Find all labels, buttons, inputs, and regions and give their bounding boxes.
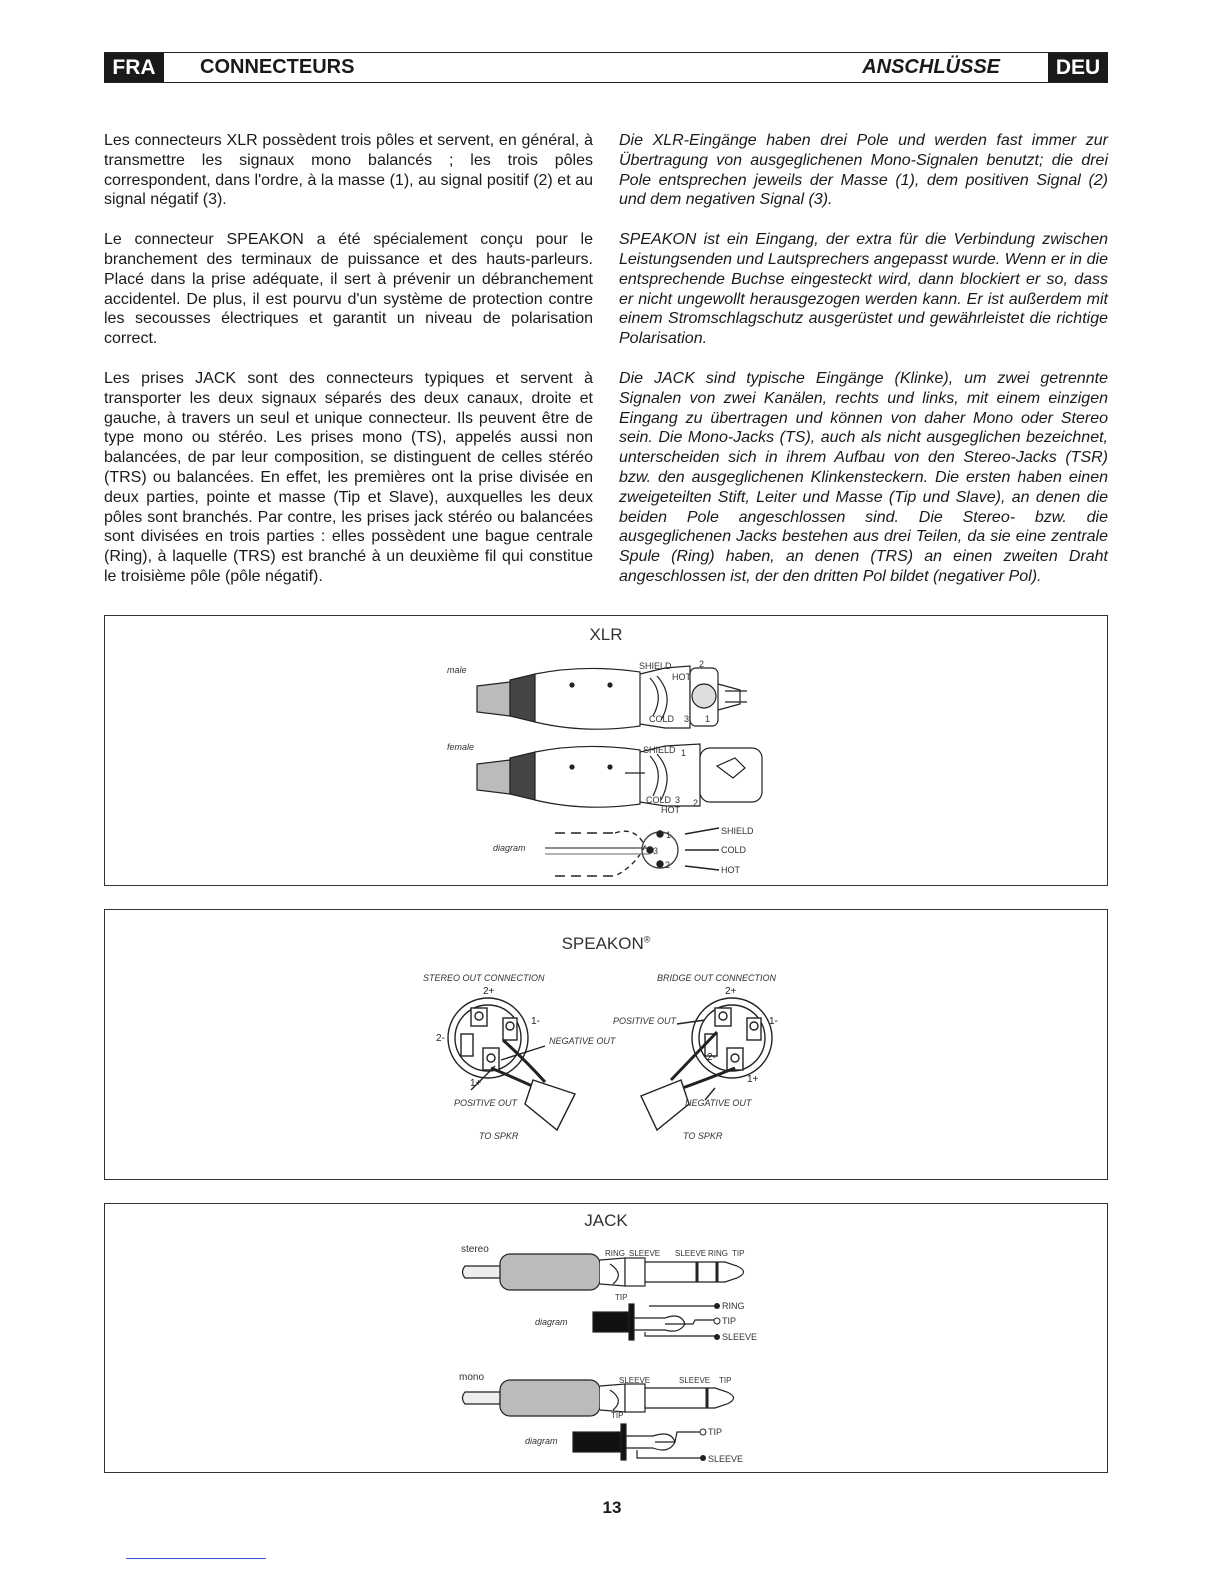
jack-stereo-sleeve-label-2: SLEEVE — [675, 1249, 707, 1258]
de-paragraph-speakon: SPEAKON ist ein Eingang, der extra für die Verbindung zwischen Leistungsenden und Lautsprechers angepasst wurde. Wenn er in die entsprechende Buchse eingesteckt wird, dann blockiert er so, dass er nicht ungewollt herausgezogen werden kann. Er ist außerdem mit einem Stromschlagschutz ausgerüstet und gewährleistet die richtige Polarisation. — [619, 231, 1108, 348]
jack-title: JACK — [584, 1211, 628, 1230]
language-tag-deu: DEU — [1048, 53, 1108, 82]
xlr-illustration — [105, 616, 1107, 885]
xlr-diagram-label: diagram — [493, 843, 526, 853]
xlr-male-pin2-label: 2 — [699, 659, 705, 669]
speakon-registered-mark: ® — [643, 934, 651, 945]
speakon-bridge-2plus: 2+ — [725, 986, 737, 997]
german-column — [619, 131, 1108, 607]
speakon-illustration — [105, 910, 1107, 1179]
xlr-female-shield-label: SHIELD — [643, 745, 676, 755]
jack-stereo-plug — [463, 1254, 744, 1290]
jack-stereo-label: stereo — [461, 1244, 489, 1255]
speakon-bridge-1plus: 1+ — [747, 1074, 759, 1085]
jack-illustration — [105, 1204, 1107, 1472]
section-title-de: ANSCHLÜSSE — [862, 56, 1000, 78]
jack-mono-diagram-label: diagram — [525, 1436, 558, 1446]
speakon-bridge-positive-out: POSITIVE OUT — [613, 1016, 677, 1026]
xlr-diagram-cold: COLD — [721, 845, 747, 855]
fr-paragraph-speakon: Le connecteur SPEAKON a été spécialement conçu pour le branchement des terminaux de puissance et des hauts-parleurs. Placé dans la prise adéquate, il sert à prévenir un débranchement accidentel. De plus, il est pourvu d'un système de protection contre les secousses électriques et garantit un niveau de polarisation correct. — [104, 231, 593, 348]
de-paragraph-jack: Die JACK sind typische Eingänge (Klinke), um zwei getrennte Signalen von zwei Kanälen, rechts und links, mit einem einzigen Eingang zu übertragen und können von daher Mono oder Stereo sein. Die Mono-Jacks (TS), auch als nicht ausgeglichen bezeichnet, unterscheiden sich in ihrem Aufbau von den Stereo-Jacks (TSR) bzw. den ausgeglichenen Klinkensteckern. Die ersten haben einen zweigeteilten Stift, Leiter und Masse (Tip und Slave), an denen die beiden Pole angeschlossen sind. Die Stereo- bzw. die ausgeglichenen Jacks bestehen aus drei Teilen, da sie eine zentrale Spule (Ring) haben, an denen (TRS) an einen zweiten Draht angeschlossen ist, der den dritten Pol bildet (negativer Pol). — [619, 369, 1108, 585]
xlr-female-pin3-label: 3 — [675, 795, 681, 805]
xlr-title: XLR — [589, 625, 623, 644]
fr-paragraph-xlr: Les connecteurs XLR possèdent trois pôles et servent, en général, à transmettre les signaux mono balancés ; les trois pôles correspondent, dans l'ordre, à la masse (1), au signal positif (2) et au signal négatif (3). — [104, 132, 593, 209]
xlr-diagram-shield: SHIELD — [721, 826, 754, 836]
xlr-diagram-hot: HOT — [721, 865, 740, 875]
xlr-male-pin1-label: 1 — [705, 714, 711, 724]
jack-stereo-ring-label-2: RING — [708, 1249, 728, 1258]
xlr-wiring-diagram — [545, 828, 719, 876]
xlr-female-plug — [477, 744, 762, 807]
speakon-bridge-2minus: 2- — [707, 1052, 716, 1063]
jack-stereo-tip-label-2: TIP — [615, 1293, 628, 1302]
xlr-female-pin1-label: 1 — [681, 748, 687, 758]
speakon-bridge-negative-out: NEGATIVE OUT — [685, 1098, 752, 1108]
xlr-male-hot-label: HOT — [672, 672, 691, 682]
jack-mono-plug — [463, 1380, 734, 1416]
xlr-diagram-pin1: 1 — [666, 830, 672, 840]
jack-mono-tip-label-2: TIP — [611, 1411, 624, 1420]
xlr-male-cold-label: COLD — [649, 714, 675, 724]
jack-stereo-diagram-tip: TIP — [722, 1316, 737, 1326]
xlr-male-shield-label: SHIELD — [639, 661, 672, 671]
jack-mono-diagram-sleeve: SLEEVE — [708, 1454, 744, 1464]
jack-stereo-sleeve-label: SLEEVE — [629, 1249, 661, 1258]
speakon-figure — [104, 909, 1108, 1180]
jack-mono-sleeve-label: SLEEVE — [619, 1376, 651, 1385]
speakon-stereo-connector — [448, 998, 575, 1130]
jack-mono-label: mono — [459, 1372, 485, 1383]
page-number: 13 — [602, 1498, 622, 1517]
de-paragraph-xlr: Die XLR-Eingänge haben drei Pole und werden fast immer zur Übertragung von ausgeglichenen Mono-Signalen benutzt; die drei Pole entsprechen jeweils der Masse (1), dem positiven Signal (2) und dem negativen Signal (3). — [619, 132, 1108, 209]
speakon-stereo-title: STEREO OUT CONNECTION — [423, 973, 545, 983]
speakon-stereo-1plus: 1+ — [470, 1078, 482, 1089]
speakon-stereo-negative-out: NEGATIVE OUT — [549, 1036, 616, 1046]
speakon-stereo-to-spkr: TO SPKR — [479, 1131, 519, 1141]
xlr-diagram-pin3: 3 — [653, 846, 659, 856]
speakon-bridge-1minus: 1- — [769, 1016, 778, 1027]
speakon-bridge-title: BRIDGE OUT CONNECTION — [657, 973, 777, 983]
xlr-diagram-pin2: 2 — [665, 860, 671, 870]
xlr-female-label: female — [447, 742, 475, 752]
xlr-male-pin3-label: 3 — [684, 714, 690, 724]
xlr-female-cold-label: COLD — [646, 795, 672, 805]
jack-figure — [104, 1203, 1108, 1473]
speakon-title-text: SPEAKON — [561, 934, 644, 953]
xlr-male-label: male — [447, 665, 467, 675]
xlr-female-pin2-label: 2 — [693, 798, 699, 808]
jack-mono-tip-label: TIP — [719, 1376, 732, 1385]
jack-mono-diagram-tip: TIP — [708, 1427, 723, 1437]
jack-stereo-ring-label: RING — [605, 1249, 625, 1258]
jack-stereo-tip-label: TIP — [732, 1249, 745, 1258]
speakon-bridge-to-spkr: TO SPKR — [683, 1131, 723, 1141]
jack-stereo-diagram — [593, 1304, 715, 1340]
jack-stereo-diagram-ring: RING — [722, 1301, 745, 1311]
jack-stereo-diagram-label: diagram — [535, 1317, 568, 1327]
footer-rule — [126, 1558, 266, 1559]
french-column — [104, 131, 593, 607]
speakon-stereo-2minus: 2- — [436, 1033, 445, 1044]
jack-mono-diagram — [573, 1424, 701, 1460]
page-header — [104, 52, 1108, 83]
jack-stereo-diagram-sleeve: SLEEVE — [722, 1332, 758, 1342]
speakon-stereo-1minus: 1- — [531, 1016, 540, 1027]
xlr-female-hot-label: HOT — [661, 805, 680, 815]
fr-paragraph-jack: Les prises JACK sont des connecteurs typiques et servent à transporter les deux signaux séparés des deux canaux, droite et gauche, à travers un seul et unique connecteur. Ils peuvent être de type mono ou stéréo. Les prises mono (TS), appelés aussi non balancées, de par leur composition, se distinguent de celles stéréo (TRS) ou balancées. En effet, les premières ont la prise divisée en deux parties, pointe et masse (Tip et Slave), auxquelles les deux pôles sont branchés. Par contre, les prises jack stéréo ou balancées sont divisées en trois parties : elles possèdent une bague centrale (Ring), à laquelle (TRS) est branché à un deuxième fil qui constitue le troisième pôle (pôle négatif). — [104, 369, 593, 585]
jack-mono-sleeve-label-2: SLEEVE — [679, 1376, 711, 1385]
xlr-figure — [104, 615, 1108, 886]
language-tag-fra: FRA — [104, 53, 164, 82]
speakon-stereo-positive-out: POSITIVE OUT — [454, 1098, 518, 1108]
speakon-stereo-2plus: 2+ — [483, 986, 495, 997]
section-title-fr: CONNECTEURS — [200, 56, 355, 78]
